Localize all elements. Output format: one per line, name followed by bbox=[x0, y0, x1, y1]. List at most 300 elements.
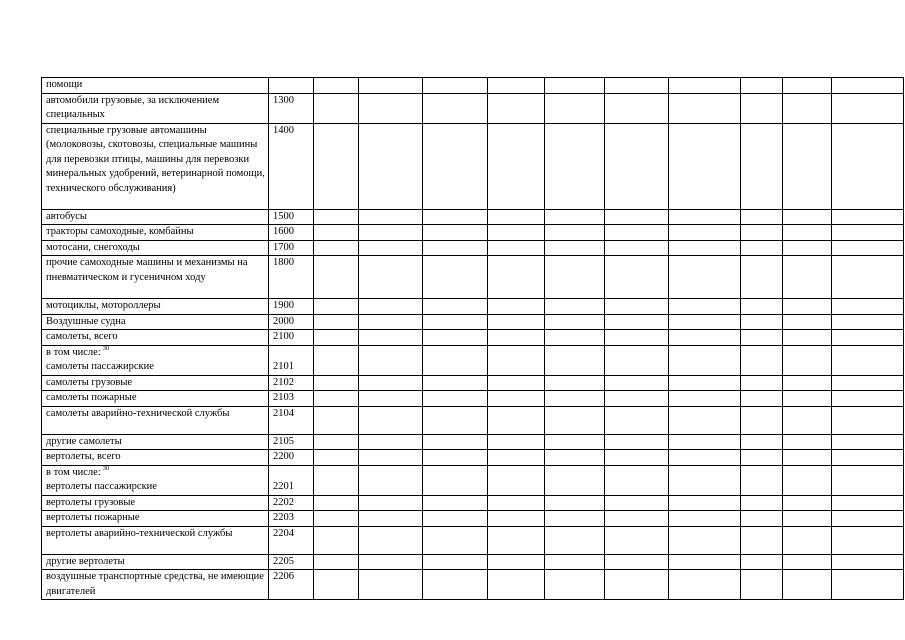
empty-value-cell[interactable] bbox=[545, 511, 605, 527]
empty-value-cell[interactable] bbox=[605, 391, 669, 407]
row-label: прочие самоходные машины и механизмы на пневматическом и гусеничном ходу bbox=[46, 257, 248, 283]
empty-value-cell[interactable] bbox=[783, 465, 832, 495]
empty-value-cell[interactable] bbox=[669, 123, 741, 209]
row-code: 1600 bbox=[273, 226, 294, 237]
empty-value-cell[interactable] bbox=[488, 406, 545, 434]
row-label-cell bbox=[42, 511, 269, 527]
empty-value-cell[interactable] bbox=[669, 345, 741, 375]
empty-value-cell[interactable] bbox=[832, 330, 904, 346]
empty-value-cell[interactable] bbox=[832, 375, 904, 391]
empty-value-cell[interactable] bbox=[832, 209, 904, 225]
empty-value-cell[interactable] bbox=[314, 345, 359, 375]
row-code-cell bbox=[269, 299, 314, 315]
empty-value-cell[interactable] bbox=[832, 345, 904, 375]
empty-value-cell[interactable] bbox=[359, 330, 423, 346]
row-label-cell bbox=[42, 554, 269, 570]
empty-value-cell[interactable] bbox=[423, 375, 488, 391]
empty-value-cell[interactable] bbox=[832, 406, 904, 434]
empty-value-cell[interactable] bbox=[669, 78, 741, 94]
empty-value-cell[interactable] bbox=[741, 123, 783, 209]
empty-value-cell[interactable] bbox=[783, 78, 832, 94]
empty-value-cell[interactable] bbox=[605, 434, 669, 450]
row-code-cell bbox=[269, 256, 314, 299]
empty-value-cell[interactable] bbox=[314, 511, 359, 527]
empty-value-cell[interactable] bbox=[605, 526, 669, 554]
empty-value-cell[interactable] bbox=[314, 123, 359, 209]
empty-value-cell[interactable] bbox=[605, 554, 669, 570]
empty-value-cell[interactable] bbox=[423, 256, 488, 299]
empty-value-cell[interactable] bbox=[669, 495, 741, 511]
footnote-marker: 30 bbox=[102, 345, 110, 352]
empty-value-cell[interactable] bbox=[741, 330, 783, 346]
empty-value-cell[interactable] bbox=[783, 93, 832, 123]
empty-value-cell[interactable] bbox=[783, 209, 832, 225]
empty-value-cell[interactable] bbox=[488, 123, 545, 209]
empty-value-cell[interactable] bbox=[314, 330, 359, 346]
empty-value-cell[interactable] bbox=[488, 511, 545, 527]
empty-value-cell[interactable] bbox=[783, 495, 832, 511]
empty-value-cell[interactable] bbox=[783, 375, 832, 391]
empty-value-cell[interactable] bbox=[545, 345, 605, 375]
empty-value-cell[interactable] bbox=[832, 391, 904, 407]
empty-value-cell[interactable] bbox=[359, 375, 423, 391]
empty-value-cell[interactable] bbox=[488, 526, 545, 554]
empty-value-cell[interactable] bbox=[314, 299, 359, 315]
empty-value-cell[interactable] bbox=[545, 495, 605, 511]
empty-value-cell[interactable] bbox=[545, 375, 605, 391]
empty-value-cell[interactable] bbox=[669, 330, 741, 346]
table-row bbox=[42, 330, 904, 346]
empty-value-cell[interactable] bbox=[605, 345, 669, 375]
empty-value-cell[interactable] bbox=[741, 299, 783, 315]
empty-value-cell[interactable] bbox=[545, 93, 605, 123]
row-code-cell bbox=[269, 526, 314, 554]
empty-value-cell[interactable] bbox=[423, 526, 488, 554]
row-code: 2000 bbox=[273, 315, 294, 327]
empty-value-cell[interactable] bbox=[832, 123, 904, 209]
row-label: самолеты пожарные bbox=[46, 392, 137, 403]
row-code-cell bbox=[269, 434, 314, 450]
empty-value-cell[interactable] bbox=[545, 570, 605, 600]
row-code: 2200 bbox=[273, 451, 294, 462]
table-row bbox=[42, 434, 904, 450]
row-label: тракторы самоходные, комбайны bbox=[46, 226, 194, 237]
empty-value-cell[interactable] bbox=[832, 299, 904, 315]
row-code: 1300 bbox=[273, 94, 294, 106]
empty-value-cell[interactable] bbox=[741, 406, 783, 434]
empty-value-cell[interactable] bbox=[669, 434, 741, 450]
row-label-prefix: в том числе: $^{30}$ bbox=[46, 465, 110, 478]
empty-value-cell[interactable] bbox=[423, 78, 488, 94]
row-label: вертолеты пассажирские bbox=[46, 481, 157, 492]
empty-value-cell[interactable] bbox=[783, 256, 832, 299]
empty-value-cell[interactable] bbox=[359, 240, 423, 256]
empty-value-cell[interactable] bbox=[359, 495, 423, 511]
empty-value-cell[interactable] bbox=[605, 495, 669, 511]
row-label: самолеты грузовые bbox=[46, 376, 133, 388]
empty-value-cell[interactable] bbox=[545, 330, 605, 346]
empty-value-cell[interactable] bbox=[545, 299, 605, 315]
empty-value-cell[interactable] bbox=[783, 570, 832, 600]
empty-value-cell[interactable] bbox=[488, 570, 545, 600]
empty-value-cell[interactable] bbox=[783, 434, 832, 450]
row-code: 2203 bbox=[273, 512, 294, 523]
empty-value-cell[interactable] bbox=[359, 256, 423, 299]
table-row bbox=[42, 375, 904, 391]
row-label: вертолеты грузовые bbox=[46, 496, 136, 508]
row-code-cell bbox=[269, 314, 314, 330]
row-label: вертолеты аварийно-технической службы bbox=[46, 527, 233, 539]
empty-value-cell[interactable] bbox=[741, 314, 783, 330]
row-label: самолеты пассажирские bbox=[46, 361, 154, 372]
empty-value-cell[interactable] bbox=[314, 391, 359, 407]
empty-value-cell[interactable] bbox=[314, 554, 359, 570]
row-label: воздушные транспортные средства, не имеющие двигателей bbox=[46, 571, 264, 597]
empty-value-cell[interactable] bbox=[423, 450, 488, 466]
empty-value-cell[interactable] bbox=[605, 330, 669, 346]
row-label: вертолеты пожарные bbox=[46, 512, 140, 523]
row-code-cell bbox=[269, 93, 314, 123]
empty-value-cell[interactable] bbox=[832, 256, 904, 299]
empty-value-cell[interactable] bbox=[741, 495, 783, 511]
row-label: самолеты, всего bbox=[46, 331, 118, 342]
empty-value-cell[interactable] bbox=[741, 375, 783, 391]
empty-value-cell[interactable] bbox=[359, 526, 423, 554]
empty-value-cell[interactable] bbox=[359, 391, 423, 407]
empty-value-cell[interactable] bbox=[488, 93, 545, 123]
empty-value-cell[interactable] bbox=[423, 299, 488, 315]
empty-value-cell[interactable] bbox=[741, 434, 783, 450]
empty-value-cell[interactable] bbox=[488, 375, 545, 391]
empty-value-cell[interactable] bbox=[359, 465, 423, 495]
empty-value-cell[interactable] bbox=[545, 554, 605, 570]
empty-value-cell[interactable] bbox=[832, 93, 904, 123]
table-row bbox=[42, 299, 904, 315]
empty-value-cell[interactable] bbox=[545, 391, 605, 407]
empty-value-cell[interactable] bbox=[545, 526, 605, 554]
empty-value-cell[interactable] bbox=[314, 78, 359, 94]
empty-value-cell[interactable] bbox=[488, 78, 545, 94]
empty-value-cell[interactable] bbox=[605, 570, 669, 600]
empty-value-cell[interactable] bbox=[314, 450, 359, 466]
empty-value-cell[interactable] bbox=[605, 375, 669, 391]
empty-value-cell[interactable] bbox=[545, 450, 605, 466]
row-label-cell bbox=[42, 465, 269, 495]
empty-value-cell[interactable] bbox=[314, 495, 359, 511]
empty-value-cell[interactable] bbox=[741, 225, 783, 241]
table-row bbox=[42, 495, 904, 511]
table-row bbox=[42, 256, 904, 299]
empty-value-cell[interactable] bbox=[669, 406, 741, 434]
empty-value-cell[interactable] bbox=[423, 554, 488, 570]
empty-value-cell[interactable] bbox=[669, 526, 741, 554]
empty-value-cell[interactable] bbox=[314, 465, 359, 495]
empty-value-cell[interactable] bbox=[359, 554, 423, 570]
empty-value-cell[interactable] bbox=[669, 314, 741, 330]
row-code: 2103 bbox=[273, 392, 294, 403]
empty-value-cell[interactable] bbox=[605, 78, 669, 94]
empty-value-cell[interactable] bbox=[545, 256, 605, 299]
empty-value-cell[interactable] bbox=[423, 391, 488, 407]
row-code: 2101 bbox=[273, 361, 294, 372]
empty-value-cell[interactable] bbox=[783, 406, 832, 434]
empty-value-cell[interactable] bbox=[423, 209, 488, 225]
row-code-cell bbox=[269, 225, 314, 241]
empty-value-cell[interactable] bbox=[741, 526, 783, 554]
row-label: специальные грузовые автомашины (молоковозы, скотовозы, специальные машины для перевозки птицы, машины для перевозки минеральных удобрений, ветеринарной помощи, технического обслуживания) bbox=[46, 124, 265, 194]
empty-value-cell[interactable] bbox=[359, 78, 423, 94]
row-label-cell bbox=[42, 406, 269, 434]
empty-value-cell[interactable] bbox=[669, 256, 741, 299]
empty-value-cell[interactable] bbox=[783, 391, 832, 407]
empty-value-cell[interactable] bbox=[488, 345, 545, 375]
empty-value-cell[interactable] bbox=[605, 256, 669, 299]
empty-value-cell[interactable] bbox=[783, 330, 832, 346]
empty-value-cell[interactable] bbox=[359, 406, 423, 434]
empty-value-cell[interactable] bbox=[545, 225, 605, 241]
empty-value-cell[interactable] bbox=[783, 240, 832, 256]
empty-value-cell[interactable] bbox=[741, 240, 783, 256]
empty-value-cell[interactable] bbox=[488, 465, 545, 495]
empty-value-cell[interactable] bbox=[783, 123, 832, 209]
empty-value-cell[interactable] bbox=[832, 465, 904, 495]
empty-value-cell[interactable] bbox=[314, 570, 359, 600]
empty-value-cell[interactable] bbox=[359, 225, 423, 241]
empty-value-cell[interactable] bbox=[488, 495, 545, 511]
empty-value-cell[interactable] bbox=[669, 450, 741, 466]
row-label-cell bbox=[42, 93, 269, 123]
empty-value-cell[interactable] bbox=[741, 391, 783, 407]
empty-value-cell[interactable] bbox=[423, 240, 488, 256]
empty-value-cell[interactable] bbox=[605, 93, 669, 123]
empty-value-cell[interactable] bbox=[359, 314, 423, 330]
empty-value-cell[interactable] bbox=[423, 406, 488, 434]
empty-value-cell[interactable] bbox=[832, 78, 904, 94]
empty-value-cell[interactable] bbox=[741, 450, 783, 466]
row-label-cell bbox=[42, 495, 269, 511]
empty-value-cell[interactable] bbox=[669, 209, 741, 225]
row-code: 2205 bbox=[273, 555, 294, 567]
empty-value-cell[interactable] bbox=[832, 554, 904, 570]
empty-value-cell[interactable] bbox=[669, 225, 741, 241]
empty-value-cell[interactable] bbox=[488, 314, 545, 330]
empty-value-cell[interactable] bbox=[832, 526, 904, 554]
empty-value-cell[interactable] bbox=[545, 209, 605, 225]
empty-value-cell[interactable] bbox=[605, 511, 669, 527]
empty-value-cell[interactable] bbox=[545, 314, 605, 330]
empty-value-cell[interactable] bbox=[359, 434, 423, 450]
row-label: помощи bbox=[46, 79, 83, 90]
empty-value-cell[interactable] bbox=[669, 465, 741, 495]
empty-value-cell[interactable] bbox=[545, 465, 605, 495]
empty-value-cell[interactable] bbox=[832, 225, 904, 241]
empty-value-cell[interactable] bbox=[423, 93, 488, 123]
row-label-cell bbox=[42, 375, 269, 391]
row-label-cell bbox=[42, 345, 269, 375]
empty-value-cell[interactable] bbox=[359, 570, 423, 600]
empty-value-cell[interactable] bbox=[669, 570, 741, 600]
row-code: 1500 bbox=[273, 210, 294, 222]
table-row bbox=[42, 526, 904, 554]
row-label-cell bbox=[42, 256, 269, 299]
empty-value-cell[interactable] bbox=[832, 240, 904, 256]
row-code: 2202 bbox=[273, 496, 294, 508]
empty-value-cell[interactable] bbox=[832, 434, 904, 450]
row-label: самолеты аварийно-технической службы bbox=[46, 407, 230, 419]
empty-value-cell[interactable] bbox=[783, 299, 832, 315]
empty-value-cell[interactable] bbox=[741, 345, 783, 375]
empty-value-cell[interactable] bbox=[423, 495, 488, 511]
table-row bbox=[42, 123, 904, 209]
table-row bbox=[42, 345, 904, 375]
empty-value-cell[interactable] bbox=[741, 465, 783, 495]
row-label: Воздушные судна bbox=[46, 315, 126, 327]
empty-value-cell[interactable] bbox=[423, 345, 488, 375]
empty-value-cell[interactable] bbox=[741, 78, 783, 94]
empty-value-cell[interactable] bbox=[832, 450, 904, 466]
row-code: 2105 bbox=[273, 435, 294, 447]
row-label-cell bbox=[42, 209, 269, 225]
row-label: автобусы bbox=[46, 210, 87, 222]
row-label: мотосани, снегоходы bbox=[46, 241, 140, 253]
empty-value-cell[interactable] bbox=[545, 78, 605, 94]
empty-value-cell[interactable] bbox=[314, 240, 359, 256]
empty-value-cell[interactable] bbox=[359, 299, 423, 315]
empty-value-cell[interactable] bbox=[488, 299, 545, 315]
empty-value-cell[interactable] bbox=[488, 240, 545, 256]
empty-value-cell[interactable] bbox=[359, 209, 423, 225]
empty-value-cell[interactable] bbox=[545, 123, 605, 209]
empty-value-cell[interactable] bbox=[605, 406, 669, 434]
empty-value-cell[interactable] bbox=[783, 554, 832, 570]
empty-value-cell[interactable] bbox=[832, 495, 904, 511]
empty-value-cell[interactable] bbox=[488, 330, 545, 346]
row-label-cell bbox=[42, 391, 269, 407]
row-code: 2204 bbox=[273, 527, 294, 539]
empty-value-cell[interactable] bbox=[314, 225, 359, 241]
empty-value-cell[interactable] bbox=[605, 209, 669, 225]
empty-value-cell[interactable] bbox=[783, 225, 832, 241]
empty-value-cell[interactable] bbox=[783, 314, 832, 330]
empty-value-cell[interactable] bbox=[605, 450, 669, 466]
empty-value-cell[interactable] bbox=[488, 391, 545, 407]
empty-value-cell[interactable] bbox=[605, 299, 669, 315]
row-code-cell bbox=[269, 240, 314, 256]
empty-value-cell[interactable] bbox=[314, 434, 359, 450]
empty-value-cell[interactable] bbox=[783, 526, 832, 554]
empty-value-cell[interactable] bbox=[314, 406, 359, 434]
table-row bbox=[42, 391, 904, 407]
empty-value-cell[interactable] bbox=[741, 93, 783, 123]
row-code-cell bbox=[269, 375, 314, 391]
empty-value-cell[interactable] bbox=[545, 406, 605, 434]
empty-value-cell[interactable] bbox=[314, 314, 359, 330]
empty-value-cell[interactable] bbox=[783, 345, 832, 375]
empty-value-cell[interactable] bbox=[605, 225, 669, 241]
table-row bbox=[42, 450, 904, 466]
empty-value-cell[interactable] bbox=[669, 554, 741, 570]
empty-value-cell[interactable] bbox=[669, 391, 741, 407]
empty-value-cell[interactable] bbox=[488, 434, 545, 450]
row-code-cell bbox=[269, 465, 314, 495]
empty-value-cell[interactable] bbox=[359, 345, 423, 375]
empty-value-cell[interactable] bbox=[488, 554, 545, 570]
table-row bbox=[42, 78, 904, 94]
empty-value-cell[interactable] bbox=[423, 314, 488, 330]
empty-value-cell[interactable] bbox=[423, 123, 488, 209]
empty-value-cell[interactable] bbox=[423, 570, 488, 600]
empty-value-cell[interactable] bbox=[545, 434, 605, 450]
table-row bbox=[42, 314, 904, 330]
empty-value-cell[interactable] bbox=[314, 256, 359, 299]
empty-value-cell[interactable] bbox=[741, 209, 783, 225]
empty-value-cell[interactable] bbox=[314, 209, 359, 225]
row-label-cell bbox=[42, 330, 269, 346]
empty-value-cell[interactable] bbox=[741, 570, 783, 600]
empty-value-cell[interactable] bbox=[359, 450, 423, 466]
row-label-cell bbox=[42, 240, 269, 256]
empty-value-cell[interactable] bbox=[669, 511, 741, 527]
empty-value-cell[interactable] bbox=[605, 314, 669, 330]
empty-value-cell[interactable] bbox=[669, 93, 741, 123]
empty-value-cell[interactable] bbox=[359, 123, 423, 209]
empty-value-cell[interactable] bbox=[605, 465, 669, 495]
row-code-cell bbox=[269, 123, 314, 209]
empty-value-cell[interactable] bbox=[832, 511, 904, 527]
empty-value-cell[interactable] bbox=[314, 526, 359, 554]
row-code-cell bbox=[269, 78, 314, 94]
empty-value-cell[interactable] bbox=[605, 123, 669, 209]
empty-value-cell[interactable] bbox=[488, 225, 545, 241]
empty-value-cell[interactable] bbox=[359, 511, 423, 527]
empty-value-cell[interactable] bbox=[832, 314, 904, 330]
empty-value-cell[interactable] bbox=[488, 450, 545, 466]
row-code-cell bbox=[269, 345, 314, 375]
row-label-prefix: в том числе: $^{30}$ bbox=[46, 345, 110, 358]
empty-value-cell[interactable] bbox=[314, 375, 359, 391]
empty-value-cell[interactable] bbox=[783, 450, 832, 466]
empty-value-cell[interactable] bbox=[783, 511, 832, 527]
row-code: 1400 bbox=[273, 124, 294, 136]
empty-value-cell[interactable] bbox=[669, 240, 741, 256]
empty-value-cell[interactable] bbox=[423, 465, 488, 495]
table-row bbox=[42, 240, 904, 256]
empty-value-cell[interactable] bbox=[605, 240, 669, 256]
empty-value-cell[interactable] bbox=[832, 570, 904, 600]
row-code: 2201 bbox=[273, 481, 294, 492]
empty-value-cell[interactable] bbox=[423, 225, 488, 241]
row-code: 2104 bbox=[273, 407, 294, 419]
table-body bbox=[42, 78, 904, 600]
empty-value-cell[interactable] bbox=[423, 511, 488, 527]
empty-value-cell[interactable] bbox=[314, 93, 359, 123]
empty-value-cell[interactable] bbox=[545, 240, 605, 256]
row-label: автомобили грузовые, за исключением специальных bbox=[46, 94, 220, 120]
empty-value-cell[interactable] bbox=[741, 554, 783, 570]
empty-value-cell[interactable] bbox=[741, 256, 783, 299]
code-spacer bbox=[273, 466, 313, 481]
empty-value-cell[interactable] bbox=[741, 511, 783, 527]
empty-value-cell[interactable] bbox=[488, 209, 545, 225]
empty-value-cell[interactable] bbox=[423, 434, 488, 450]
empty-value-cell[interactable] bbox=[669, 375, 741, 391]
empty-value-cell[interactable] bbox=[669, 299, 741, 315]
row-code-cell bbox=[269, 554, 314, 570]
empty-value-cell[interactable] bbox=[488, 256, 545, 299]
empty-value-cell[interactable] bbox=[359, 93, 423, 123]
empty-value-cell[interactable] bbox=[423, 330, 488, 346]
row-label: другие вертолеты bbox=[46, 555, 125, 567]
